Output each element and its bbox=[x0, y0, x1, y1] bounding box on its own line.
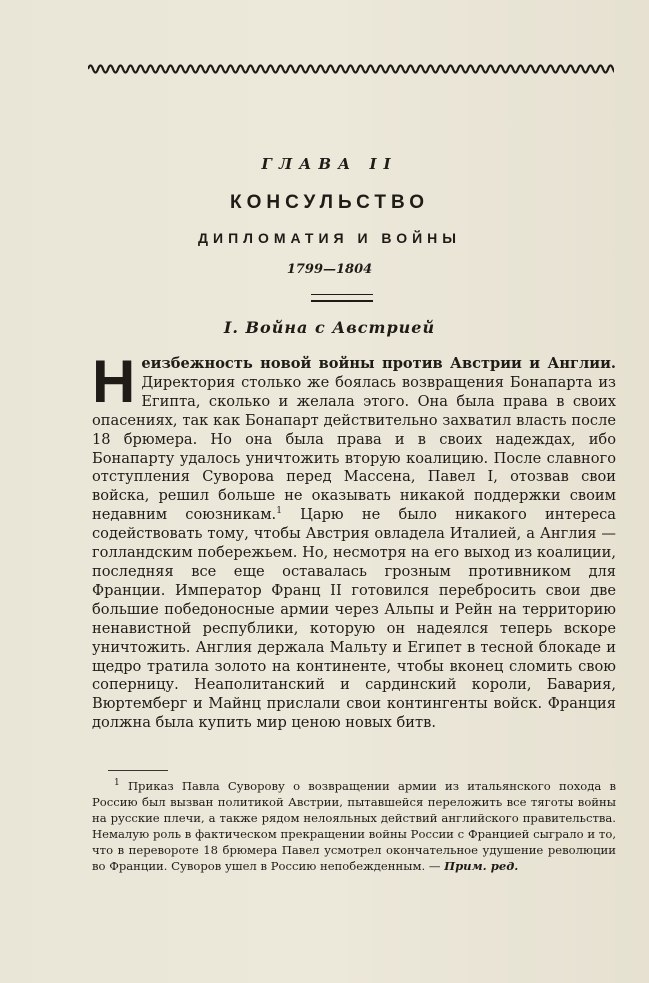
title-divider bbox=[311, 294, 373, 302]
footnote-divider bbox=[108, 770, 168, 771]
footnote bbox=[92, 778, 616, 874]
section-heading: I. Война с Австрией bbox=[223, 318, 436, 337]
body-text-part-1: Директория столько же боялась возвращения Бонапарта из Египта, сколько и желала этого. Она была права в своих опасениях, так как Бонапарт действительно захватил власть после 18 брюмера. Но она была права и в своих надеждах, ибо Бонапарту удалось уничтожить вторую коалицию. После славного отступления Суворова перед Массена, Павел I, отозвав свои войска, решил больше не оказывать никакой поддержки своим недавним союзникам. bbox=[92, 373, 616, 524]
lead-phrase: еизбежность новой войны против Австрии и Англии. bbox=[141, 355, 616, 372]
footnote-marker: 1 bbox=[114, 778, 120, 789]
wave-ornament bbox=[88, 60, 614, 78]
chapter-years: 1799—1804 bbox=[286, 262, 373, 277]
footnote-text: Приказ Павла Суворову о возвращении армии из итальянского похода в Россию был вызван политикой Австрии, пытавшейся переложить все тяготы войны на русские плечи, а также рядом нелояльных действий английского правительства. Немалую роль в фактическом прекращении войны России с Францией сыграло и то, что в перевороте 18 брюмера Павел усмотрел окончательное удушение революции во Франции. Суворов ушел в Россию непобежденным. — bbox=[92, 779, 616, 873]
chapter-title: КОНСУЛЬСТВО bbox=[229, 192, 430, 213]
footnote-signature: Прим. ред. bbox=[444, 859, 519, 873]
footnote-reference[interactable]: 1 bbox=[276, 506, 282, 517]
body-paragraph bbox=[92, 348, 617, 733]
chapter-subtitle: ДИПЛОМАТИЯ И ВОЙНЫ bbox=[198, 230, 461, 246]
chapter-label: ГЛАВА II bbox=[261, 155, 398, 173]
body-text-part-2: Царю не было никакого интереса содействовать тому, чтобы Австрия овладела Италией, а Англия — голландским побережьем. Но, несмотря на его выход из коалиции, последняя все еще оставалась грозным противником для Франции. Император Франц II готовился перебросить свои две большие победоносные армии через Альпы и Рейн на территорию ненавистной республики, которую он надеялся теперь вскоре уничтожить. Англия держала Мальту и Египет в тесной блокаде и щедро тратила золото на континенте, чтобы вконец сломить свою соперницу. Неаполитанский и сардинский короли, Бавария, Вюртемберг и Майнц прислали свои контингенты войск. Франция должна была купить мир ценою новых битв. bbox=[92, 506, 617, 732]
drop-cap: Н bbox=[92, 348, 136, 415]
